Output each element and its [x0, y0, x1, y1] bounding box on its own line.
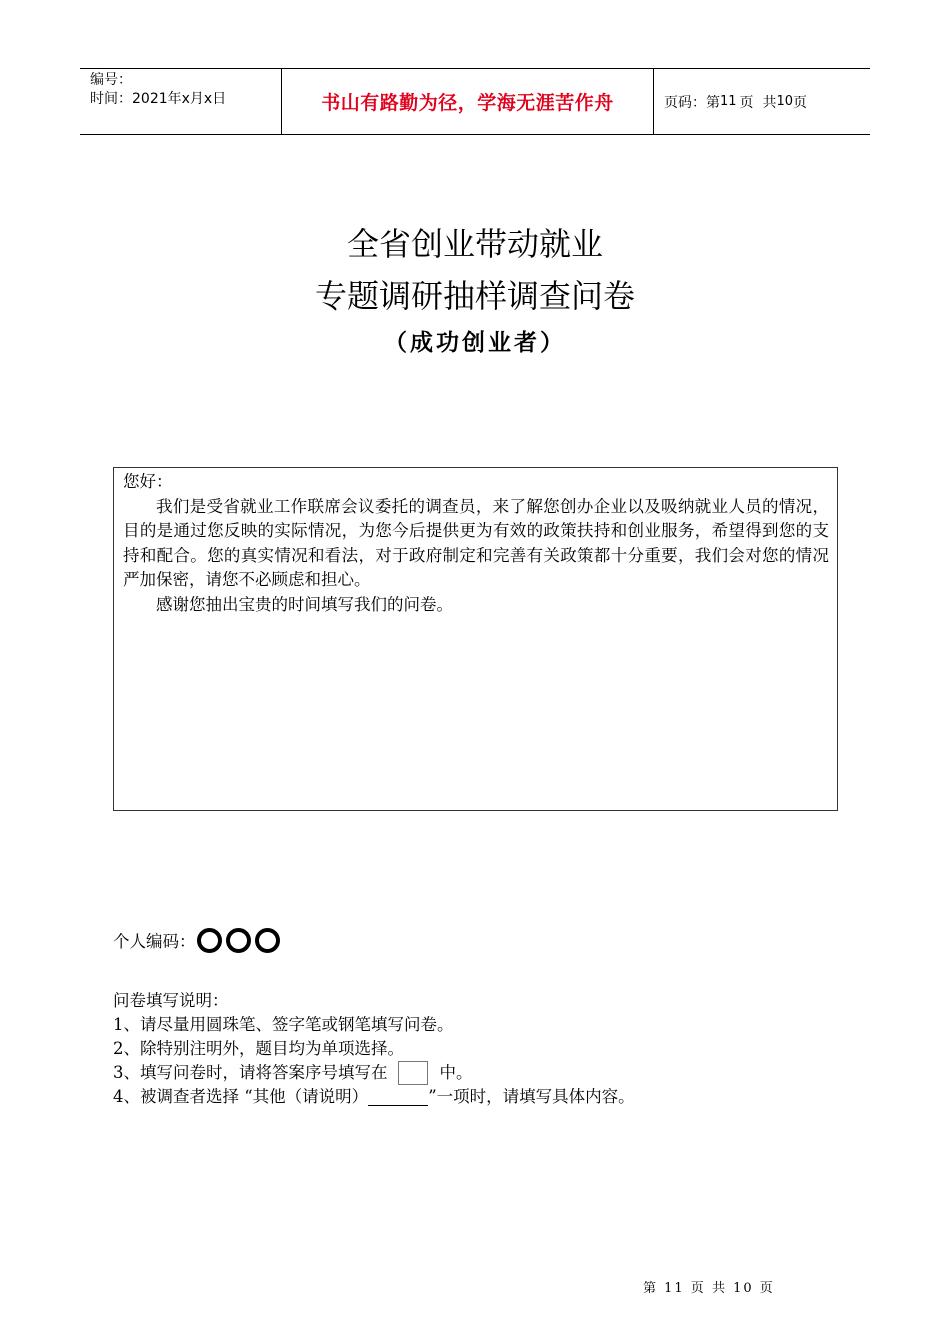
page-footer: 第 11 页 共 10 页 [643, 1281, 775, 1296]
page-total: 10 [776, 94, 793, 109]
instruction-item-4-before: 4、被调查者选择 “其他（请说明） [113, 1087, 369, 1106]
code-circle-icon[interactable] [197, 928, 222, 953]
intro-paragraph-2: 感谢您抽出宝贵的时间填写我们的问卷。 [156, 594, 453, 614]
page-end: 页 [793, 94, 807, 111]
document-header [80, 68, 870, 135]
instruction-item-3-after: 中。 [439, 1063, 473, 1082]
time-label: 时间：2021年x月x日 [90, 91, 227, 107]
header-meta [80, 69, 281, 134]
personal-code-label: 个人编码： [113, 932, 196, 951]
header-motto: 书山有路勤为径，学海无涯苦作舟 [281, 69, 654, 134]
instructions-heading: 问卷填写说明： [113, 991, 229, 1010]
subtitle: （成功创业者） [384, 330, 566, 356]
intro-paragraph-1: 我们是受省就业工作联席会议委托的调查员，来了解您创办企业以及吸纳就业人员的情况，目的是通过您反映的实际情况，为您今后提供更为有效的政策扶持和创业服务，希望得到您的支持和配合。您的真实情况和看法，对于政府制定和完善有关政策都十分重要，我们会对您的情况严加保密，请您不必顾虑和担心。 [123, 496, 829, 589]
header-page-info [654, 69, 870, 134]
instruction-item-4-after: ”一项时，请填写具体内容。 [428, 1087, 635, 1106]
instruction-item-1: 1、请尽量用圆珠笔、签字笔或钢笔填写问卷。 [113, 1015, 454, 1034]
instruction-item-2: 2、除特别注明外，题目均为单项选择。 [113, 1039, 404, 1058]
serial-label: 编号： [90, 72, 132, 88]
intro-greeting: 您好： [123, 472, 173, 491]
page-current: 11 [720, 94, 737, 109]
fill-blank-line [368, 1089, 428, 1106]
instruction-item-4 [113, 1085, 833, 1109]
title-line-2: 专题调研抽样调查问卷 [314, 277, 635, 315]
code-circle-icon[interactable] [255, 928, 280, 953]
intro-box [113, 467, 838, 811]
answer-box-sample [398, 1061, 428, 1085]
instructions [113, 989, 833, 1109]
page-mid: 页 共 [739, 94, 777, 111]
page-label: 页码：第 [664, 94, 720, 111]
personal-code-row [113, 925, 280, 955]
instruction-item-3 [113, 1061, 833, 1085]
personal-code-circles [197, 928, 280, 953]
title-line-1: 全省创业带动就业 [346, 225, 603, 263]
instruction-item-3-before: 3、填写问卷时，请将答案序号填写在 [113, 1063, 388, 1082]
code-circle-icon[interactable] [226, 928, 251, 953]
